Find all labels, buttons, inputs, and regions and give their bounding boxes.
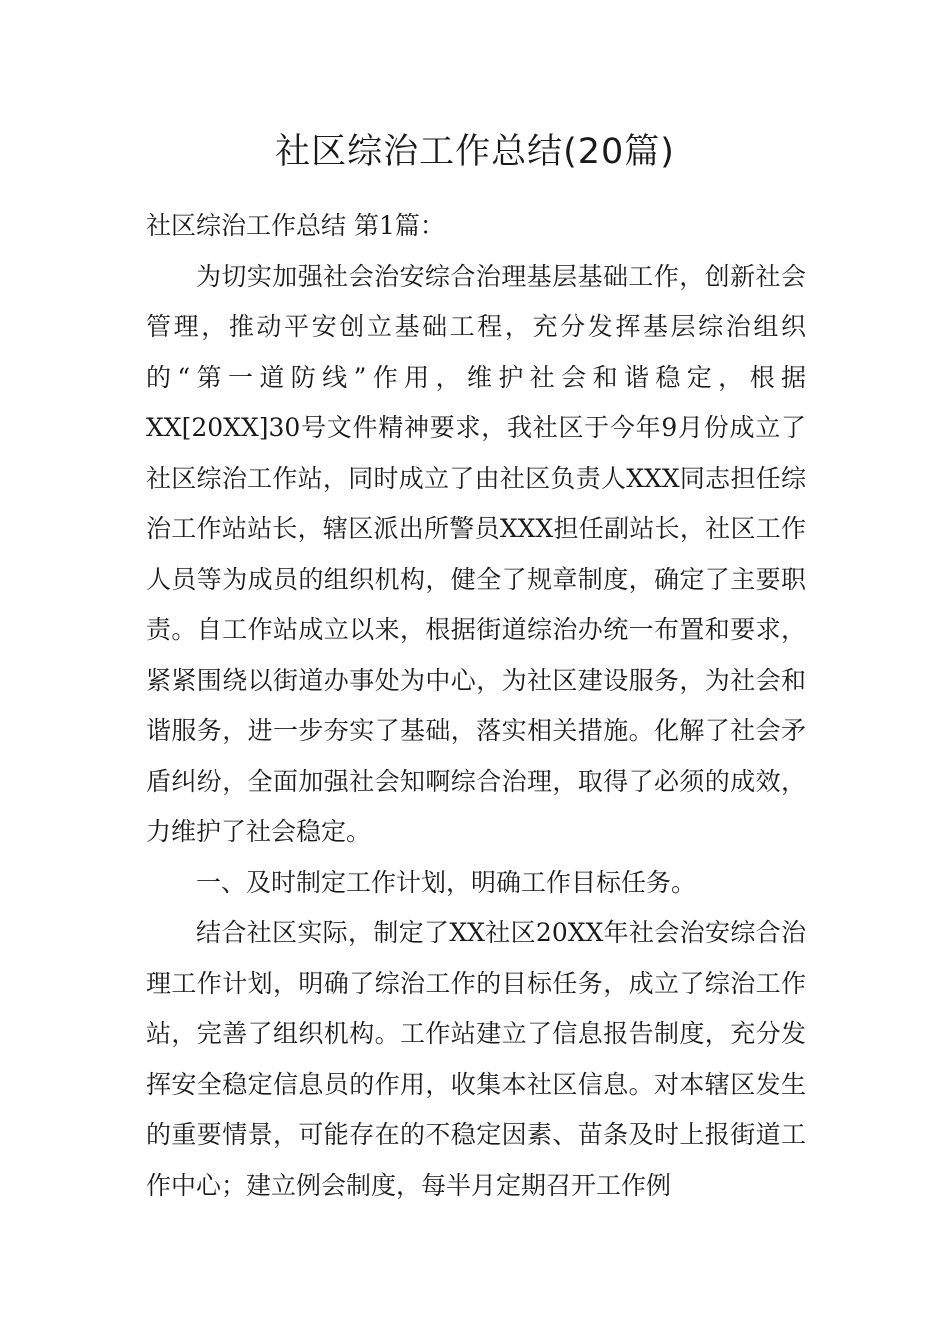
document-body [146,201,806,1211]
section-heading: 社区综治工作总结 第1篇： [146,211,445,240]
document-title: 社区综治工作总结(20篇) [275,132,675,172]
paragraph-body-1: 结合社区实际，制定了XX社区20XX年社会治安综合治理工作计划，明确了综治工作的目标任务，成立了综治工作站，完善了组织机构。工作站建立了信息报告制度，充分发挥安全稳定信息员的作用，收集本社区信息。对本辖区发生的重要情景，可能存在的不稳定因素、苗条及时上报街道工作中心；建立例会制度，每半月定期召开工作例 [146,918,806,1200]
paragraph-heading-1: 一、及时制定工作计划，明确工作目标任务。 [196,867,697,897]
paragraph-intro: 为切实加强社会治安综合治理基层基础工作，创新社会管理，推动平安创立基础工程，充分发挥基层综治组织的“第一道防线”作用，维护社会和谐稳定，根据XX[20XX]30号文件精神要求，我社区于今年9月份成立了社区综治工作站，同时成立了由社区负责人XXX同志担任综治工作站站长，辖区派出所警员XXX担任副站长，社区工作人员等为成员的组织机构，健全了规章制度，确定了主要职责。自工作站成立以来，根据街道综治办统一布置和要求，紧紧围绕以街道办事处为中心，为社区建设服务，为社会和谐服务，进一步夯实了基础，落实相关措施。化解了社会矛盾纠纷，全面加强社会知啊综合治理，取得了必须的成效，力维护了社会稳定。 [146,261,806,846]
